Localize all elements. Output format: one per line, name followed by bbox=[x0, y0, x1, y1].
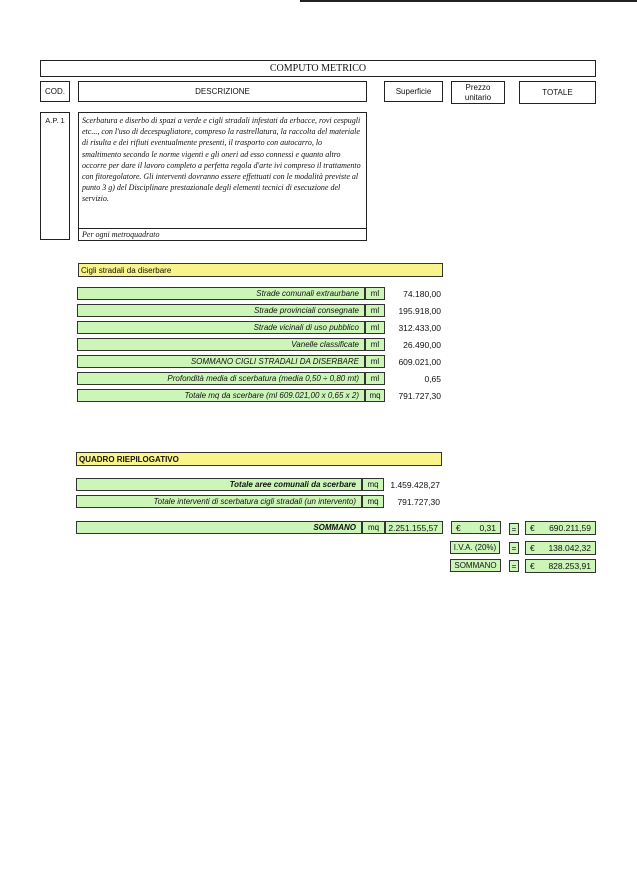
section1-row-label: Totale mq da scerbare (ml 609.021,00 x 0,65 x 2) bbox=[77, 389, 365, 402]
section2-row-label: Totale aree comunali da scerbare bbox=[76, 478, 362, 491]
summary-label: SOMMANO bbox=[76, 521, 362, 534]
summary-unit: mq bbox=[362, 521, 385, 534]
section1-row-label: Strade comunali extraurbane bbox=[77, 287, 365, 300]
unit-price-box bbox=[451, 521, 501, 534]
section1-row-label: Vanelle classificate bbox=[77, 338, 365, 351]
subtotal-value: 690.211,59 bbox=[549, 523, 591, 533]
unit-price-value: 0,31 bbox=[479, 522, 496, 533]
section1-row-value: 791.727,30 bbox=[398, 390, 441, 401]
item-description: Scerbatura e diserbo di spazi a verde e cigli stradali infestati da erbacce, rovi cespugli etc..., con l'uso di decespugliatore, compreso la rastrellatura, la raccolta del materiale di risulta e dei rifiuti eventualmente presenti, il trasporto con autocarro, lo smaltimento secondo le norme vigenti e gli oneri ad esso connessi e quanto altro occorre per dare il lavoro completo a perfetta regola d'arte ivi compreso il trattamento con fitoregolatore. Gli interventi dovranno essere effettuati con le modalità previste al punto 3 g) del Disciplinare prestazionale degli elementi tecnici di esecuzione del servizio. bbox=[82, 116, 361, 204]
section1-row-label: SOMMANO CIGLI STRADALI DA DISERBARE bbox=[77, 355, 365, 368]
header-prezzo-line2: unitario bbox=[464, 92, 492, 102]
item-description-box bbox=[78, 112, 367, 241]
top-border-line bbox=[300, 0, 637, 2]
header-descrizione: DESCRIZIONE bbox=[78, 81, 367, 102]
total-label: SOMMANO bbox=[450, 559, 501, 572]
section1-row-value: 312.433,00 bbox=[398, 322, 441, 333]
unit-price-currency: € bbox=[456, 522, 461, 533]
section1-row-value: 609.021,00 bbox=[398, 356, 441, 367]
document-title: COMPUTO METRICO bbox=[40, 60, 596, 77]
header-prezzo-unitario bbox=[451, 81, 505, 104]
iva-currency: € bbox=[530, 543, 535, 553]
equals-sign-2: = bbox=[509, 542, 519, 554]
summary-quantity: 2.251.155,57 bbox=[385, 521, 443, 534]
header-cod: COD. bbox=[40, 81, 70, 102]
total-box bbox=[525, 559, 596, 573]
section2-title: QUADRO RIEPILOGATIVO bbox=[76, 452, 442, 466]
section1-row-value: 195.918,00 bbox=[398, 305, 441, 316]
header-prezzo-line1: Prezzo bbox=[465, 82, 491, 92]
item-code-box bbox=[40, 112, 70, 240]
total-currency: € bbox=[530, 561, 535, 571]
header-superficie: Superficie bbox=[384, 81, 443, 102]
section1-row-unit: ml bbox=[365, 355, 385, 368]
section1-row-unit: ml bbox=[365, 304, 385, 317]
header-totale: TOTALE bbox=[519, 81, 596, 104]
section1-row-unit: ml bbox=[365, 321, 385, 334]
section2-row-value: 791.727,30 bbox=[397, 496, 440, 507]
section1-row-unit: ml bbox=[365, 338, 385, 351]
subtotal-box bbox=[525, 521, 596, 535]
total-value: 828.253,91 bbox=[548, 561, 591, 571]
section1-row-value: 74.180,00 bbox=[403, 288, 441, 299]
item-code: A.P. 1 bbox=[45, 116, 65, 125]
equals-sign-3: = bbox=[509, 560, 519, 572]
section2-row-value: 1.459.428,27 bbox=[390, 479, 440, 490]
section2-row-unit: mq bbox=[362, 495, 384, 508]
section1-row-label: Profondità media di scerbatura (media 0,50 ÷ 0,80 mt) bbox=[77, 372, 365, 385]
section1-row-label: Strade provinciali consegnate bbox=[77, 304, 365, 317]
item-unit-note: Per ogni metroquadrato bbox=[82, 230, 160, 239]
iva-value: 138.042,32 bbox=[548, 543, 591, 553]
subtotal-currency: € bbox=[530, 523, 535, 533]
section1-row-unit: mq bbox=[365, 389, 385, 402]
section1-row-unit: ml bbox=[365, 372, 385, 385]
equals-sign-1: = bbox=[509, 523, 519, 535]
section1-row-value: 0,65 bbox=[424, 373, 441, 384]
section1-row-unit: ml bbox=[365, 287, 385, 300]
section1-title: Cigli stradali da diserbare bbox=[78, 263, 443, 277]
iva-label: I.V.A. (20%) bbox=[450, 541, 500, 554]
iva-box bbox=[525, 541, 596, 555]
section1-row-label: Strade vicinali di uso pubblico bbox=[77, 321, 365, 334]
section2-row-label: Totale interventi di scerbatura cigli stradali (un intervento) bbox=[76, 495, 362, 508]
section1-row-value: 26.490,00 bbox=[403, 339, 441, 350]
section2-row-unit: mq bbox=[362, 478, 384, 491]
